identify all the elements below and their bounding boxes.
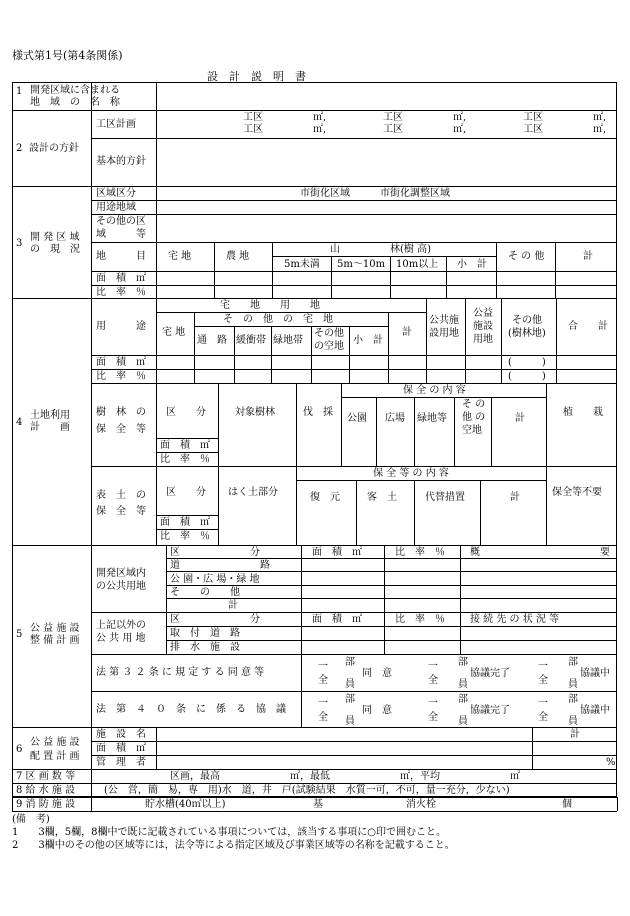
s4-number: 4	[16, 417, 23, 428]
s5-in-2: の公共用地	[96, 581, 146, 592]
kouku-label: 工区	[383, 112, 403, 123]
s4-hiritsu: 比 率 ％	[96, 371, 146, 382]
s3-youto-label: 用途地域	[96, 202, 136, 213]
s4-fuyou: 保全等不要	[552, 487, 602, 498]
s4-hyoudo-1: 表 土 の	[96, 490, 146, 501]
s5-kanryou: 協議完了	[470, 668, 510, 679]
s5-gaiyou: 概 要	[470, 547, 610, 558]
s1-label-1: 開発区域に含まれる	[30, 85, 120, 96]
kouku-label: 工区	[523, 124, 543, 135]
s5-hiritsu-2: 比 率 ％	[395, 614, 445, 625]
s3-kuiki-values: 市街化区域 市街化調整区域	[300, 188, 450, 199]
s5-kubun-2: 区 分	[170, 614, 260, 625]
s3-kei: 計	[583, 251, 593, 262]
s3-menseki: 面 積 ㎡	[96, 273, 146, 284]
m2-label: ㎡,	[593, 112, 607, 123]
s8-text: (公 営，簡 易，専 用)水 道，井 戸(試験結果 水質一可，不可，量一充分，少ない)	[104, 785, 510, 796]
s5-sonota: そ の 他	[170, 587, 240, 598]
s4-goukei: 合 計	[568, 321, 608, 332]
s9-hydrant: 消火栓	[406, 799, 436, 810]
s5-chuu: 協議中	[580, 705, 610, 716]
s4-hyoudo-2: 保 全 等	[96, 506, 146, 517]
s4-hyoudo-hiritsu: 比 率 ％	[160, 531, 210, 542]
s4-koueki-1: 公益	[473, 308, 493, 319]
s4-jurin-menseki: 面 積 ㎡	[160, 440, 210, 451]
s5-menseki: 面 積 ㎡	[312, 547, 362, 558]
s9-ki: 基	[313, 799, 323, 810]
s4-hyoudo-menseki: 面 積 ㎡	[160, 517, 210, 528]
s3-other-label-2: 域 等	[96, 229, 146, 240]
s5-ichi: 一	[538, 698, 548, 709]
s4-kanshoutai: 緩衝帯	[236, 335, 266, 346]
s4-hozen-other-1: そ の	[462, 399, 486, 410]
s4-bassai: 伐 採	[303, 407, 333, 418]
s4-hozen-naiyou: 保 全 の 内 容	[403, 385, 466, 396]
s5-out-2: 公 共 用 地	[96, 633, 146, 644]
s4-paren-1: ( )	[508, 357, 546, 368]
s1-number: 1	[16, 86, 23, 97]
s5-ichi: 一	[428, 698, 438, 709]
s4-kokyo-1: 公共施	[429, 315, 459, 326]
s9-label: 9 消 防 施 設	[16, 799, 76, 810]
s4-takuchi: 宅 地	[162, 327, 186, 338]
m2-label: ㎡,	[313, 124, 327, 135]
s5-in: 員	[345, 716, 355, 727]
s5-in: 員	[345, 679, 355, 690]
s5-in: 員	[568, 716, 578, 727]
s5-ichi: 一	[428, 661, 438, 672]
s4-kubun: 区 分	[166, 407, 206, 418]
s9-tank: 貯水槽(40㎥以上)	[145, 799, 226, 810]
s6-label-1: 公 益 施 設	[30, 737, 80, 748]
s5-bu: 部	[568, 657, 578, 668]
s6-kanri: 管 理 者	[96, 757, 146, 768]
kouku-label: 工区	[243, 124, 263, 135]
form-id: 様式第1号(第4条関係)	[12, 49, 123, 62]
s4-jurin-2: 保 全 等	[96, 424, 146, 435]
s3-sub-4: 小 計	[457, 259, 487, 270]
s3-nouchi: 農 地	[226, 251, 250, 262]
s3-sub-2: 5m～10m	[337, 259, 386, 270]
s5-label-2: 整 備 計 画	[30, 635, 80, 646]
s5-ichi: 一	[538, 661, 548, 672]
s5-hiritsu: 比 率 ％	[395, 547, 445, 558]
s4-kyakudo: 客 土	[367, 492, 397, 503]
m2-label: ㎡,	[593, 124, 607, 135]
s5-tsuki: 取 付 道 路	[170, 628, 240, 639]
note-1: 1 3欄，5欄，8欄中で既に記載されている事項については，該当する事項に○印で囲むこと。	[12, 827, 446, 838]
s5-kouen: 公 園・広 場・緑 地	[170, 574, 260, 585]
s4-ryokuchi: 緑地等	[417, 413, 447, 424]
s2-number: 2	[16, 143, 23, 154]
s5-in: 員	[568, 679, 578, 690]
s5-out-1: 上記以外の	[96, 620, 146, 631]
s4-hozentou-naiyou: 保 全 等 の 内 容	[373, 468, 449, 479]
s5-douro: 道 路	[170, 560, 270, 571]
s5-bu: 部	[458, 694, 468, 705]
s4-kokyo-2: 設用地	[429, 328, 459, 339]
s4-hiroba: 広場	[385, 413, 405, 424]
s5-ichi: 一	[318, 698, 328, 709]
s5-bu: 部	[345, 657, 355, 668]
s3-sub-1: 5m未満	[284, 259, 320, 270]
s2-row-houshin: 基本的方針	[96, 156, 146, 167]
s6-meishou: 施 設 名	[96, 729, 146, 740]
s4-douro: 通 路	[197, 335, 227, 346]
kouku-label: 工区	[383, 124, 403, 135]
s5-chuu: 協議中	[580, 668, 610, 679]
m2-label: ㎡,	[453, 124, 467, 135]
s5-bu: 部	[345, 694, 355, 705]
s5-doui: 同 意	[362, 705, 392, 716]
s4-akichi-2: の空地	[314, 341, 344, 352]
s5-zen: 全	[538, 675, 548, 686]
s5-hou40: 法 第 ４ ０ 条 に 係 る 協 議	[96, 704, 286, 715]
s4-kei: 計	[402, 327, 412, 338]
s4-hyoudo-kubun: 区 分	[166, 487, 206, 498]
s3-hiritsu: 比 率 ％	[96, 287, 146, 298]
s4-takuchi-youchi: 宅 地 用 地	[220, 300, 320, 311]
s3-kuiki-label: 区域区分	[96, 188, 136, 199]
s3-sub-3: 10m以上	[396, 259, 439, 270]
s3-number: 3	[16, 238, 23, 249]
s4-youto: 用 途	[96, 321, 146, 332]
s4-ryokuchitai: 緑地帯	[273, 335, 303, 346]
s5-bu: 部	[568, 694, 578, 705]
notes-heading: (備 考)	[12, 814, 50, 825]
s5-kei: 計	[228, 600, 238, 611]
s4-koueki-2: 施設	[473, 321, 493, 332]
s5-zen: 全	[318, 675, 328, 686]
s7-text: 区画，最高 ㎡，最低 ㎡，平均 ㎡	[170, 771, 520, 782]
s4-jurin-kei: 計	[515, 413, 525, 424]
s1-label-2: 地 域 の 名 称	[30, 97, 120, 108]
s8-label: 8 給 水 施 設	[16, 785, 76, 796]
s5-kubun: 区 分	[170, 547, 260, 558]
s3-label-2: の 現 況	[30, 244, 80, 255]
s5-hou32: 法 第 ３ ２ 条 に 規 定 す る 同 意 等	[96, 667, 265, 678]
s4-kouen: 公園	[347, 413, 367, 424]
s4-taishou: 対象樹林	[235, 407, 275, 418]
s4-jurin-1: 樹 林 の	[96, 407, 146, 418]
s4-akichi-1: その他	[314, 328, 344, 339]
s5-zen: 全	[318, 712, 328, 723]
s4-hozen-other-2: 他 の	[462, 412, 486, 423]
s4-sonota-takuchi: そ の 他 の 宅 地	[223, 314, 333, 325]
s5-haisui: 排 水 施 設	[170, 642, 240, 653]
s4-shokusai: 植 栽	[563, 407, 603, 418]
s4-label-2: 計 画	[30, 422, 70, 433]
s3-sonota: そ の 他	[508, 251, 545, 262]
s3-yama: 山 林(樹 高)	[330, 244, 431, 255]
s4-jurin-hiritsu: 比 率 ％	[160, 454, 210, 465]
s4-sonota-2: (樹林地)	[508, 328, 546, 339]
s4-hozen-other-3: 空地	[462, 425, 482, 436]
s5-setsuzoku: 接 続 先 の 状 況 等	[470, 614, 560, 625]
kouku-label: 工区	[523, 112, 543, 123]
s2-row-kouku: 工区計画	[96, 119, 136, 130]
s6-kei: 計	[570, 729, 580, 740]
s4-fukugen: 復 元	[310, 492, 340, 503]
s5-in: 員	[458, 679, 468, 690]
s3-takuchi: 宅 地	[168, 251, 192, 262]
s4-menseki: 面 積 ㎡	[96, 357, 146, 368]
s5-number: 5	[16, 629, 23, 640]
s3-other-label-1: その他の区	[96, 216, 146, 227]
s7-label: 7 区 画 数 等	[16, 771, 76, 782]
m2-label: ㎡,	[453, 112, 467, 123]
s4-koueki-3: 用地	[473, 334, 493, 345]
s3-label-1: 開 発 区 域	[30, 232, 80, 243]
s5-in-1: 開発区域内	[96, 568, 146, 579]
page-title: 設 計 説 明 書	[207, 70, 306, 83]
s5-zen: 全	[428, 712, 438, 723]
s4-paren-2: ( )	[508, 371, 546, 382]
s3-chimoku-label: 地 目	[96, 251, 146, 262]
s4-shoukei: 小 計	[353, 335, 383, 346]
s5-menseki-2: 面 積 ㎡	[312, 614, 362, 625]
s2-label: 設計の方針	[29, 143, 79, 154]
s5-label-1: 公 益 施 設	[30, 623, 80, 634]
s6-label-2: 配 置 計 画	[30, 751, 80, 762]
s5-bu: 部	[458, 657, 468, 668]
s5-kanryou: 協議完了	[470, 705, 510, 716]
s5-doui: 同 意	[362, 668, 392, 679]
s5-in: 員	[458, 716, 468, 727]
s4-hagu: はく土部分	[228, 487, 278, 498]
s5-zen: 全	[538, 712, 548, 723]
s5-zen: 全	[428, 675, 438, 686]
s4-label-1: 土地利用	[30, 410, 70, 421]
s6-number: 6	[16, 744, 23, 755]
m2-label: ㎡,	[313, 112, 327, 123]
s6-pct: %	[606, 757, 616, 768]
s4-daitai: 代替措置	[425, 492, 465, 503]
kouku-label: 工区	[243, 112, 263, 123]
s9-ko: 個	[562, 799, 572, 810]
s5-ichi: 一	[318, 661, 328, 672]
s4-sonota-1: その他	[512, 315, 542, 326]
s6-menseki: 面 積 ㎡	[96, 743, 146, 754]
note-2: 2 3欄中のその他の区域等には，法令等による指定区域及び事業区域等の名称を記載すること。	[12, 840, 455, 851]
s4-hyoudo-kei: 計	[510, 492, 520, 503]
